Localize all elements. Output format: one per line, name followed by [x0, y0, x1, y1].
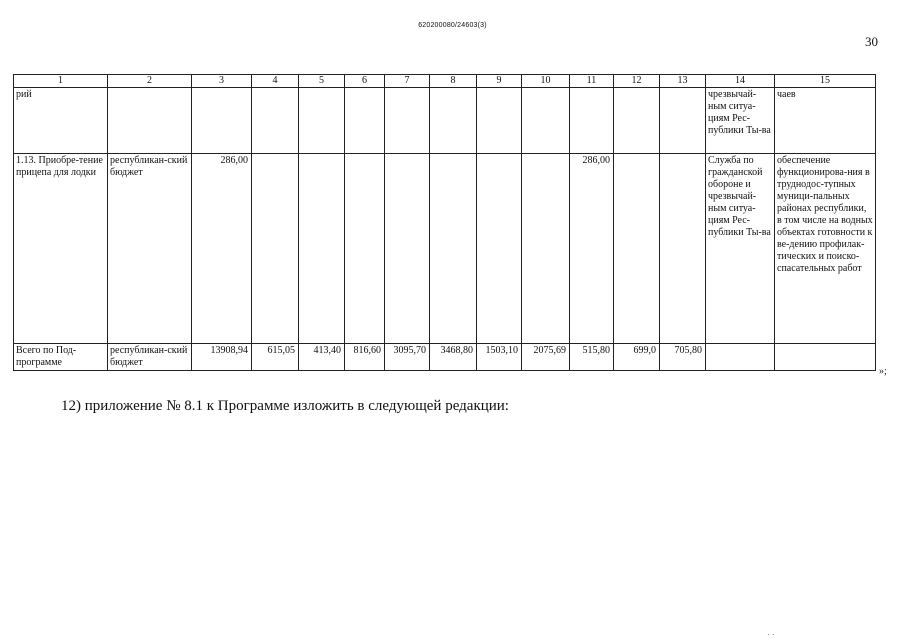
column-number-row: [14, 75, 876, 88]
column-number: 7: [385, 75, 430, 88]
table-cell: [477, 88, 522, 154]
column-number: 15: [775, 75, 876, 88]
table-cell: [299, 88, 345, 154]
table-cell: чаев: [775, 88, 876, 154]
table-cell: [385, 88, 430, 154]
table-row: [14, 88, 876, 154]
column-number: 14: [706, 75, 775, 88]
closing-quote-mark: »;: [879, 366, 887, 377]
table-row: [14, 344, 876, 371]
table-cell: [252, 154, 299, 344]
table-cell: 13908,94: [192, 344, 252, 371]
table-cell: 515,80: [570, 344, 614, 371]
table-cell: [614, 154, 660, 344]
table-cell: [345, 154, 385, 344]
table-cell: Всего по Под-программе: [14, 344, 108, 371]
column-number: 4: [252, 75, 299, 88]
table-cell: 3095,70: [385, 344, 430, 371]
column-number: 3: [192, 75, 252, 88]
table-cell: [252, 88, 299, 154]
column-number: 2: [108, 75, 192, 88]
table-cell: обеспечение функционирова-ния в труднодос-тупных муници-пальных районах республики, в том числе на водных объектах готовности к ве-дению профилак-тических и поиско-спасательных работ: [775, 154, 876, 344]
table-cell: [430, 154, 477, 344]
table-cell: рий: [14, 88, 108, 154]
table-cell: [706, 344, 775, 371]
table-cell: 705,80: [660, 344, 706, 371]
table-cell: [477, 154, 522, 344]
column-number: 12: [614, 75, 660, 88]
table-cell: [385, 154, 430, 344]
table-cell: [614, 88, 660, 154]
table-cell: [345, 88, 385, 154]
table-cell: 816,60: [345, 344, 385, 371]
table-cell: 699,0: [614, 344, 660, 371]
table-cell: чрезвычай-ным ситуа-циям Рес-публики Ты-ва: [706, 88, 775, 154]
program-table: [13, 74, 876, 371]
column-number: 8: [430, 75, 477, 88]
page-number: 30: [865, 34, 878, 49]
corner-marks: · ·: [767, 630, 775, 639]
table-cell: [192, 88, 252, 154]
table-cell: [108, 88, 192, 154]
column-number: 9: [477, 75, 522, 88]
table-cell: республикан-ский бюджет: [108, 154, 192, 344]
table-cell: Служба по гражданской обороне и чрезвычай-ным ситуа-циям Рес-публики Ты-ва: [706, 154, 775, 344]
table-cell: [522, 154, 570, 344]
table-cell: [660, 88, 706, 154]
table-cell: [660, 154, 706, 344]
table-cell: [570, 88, 614, 154]
column-number: 10: [522, 75, 570, 88]
table-cell: 286,00: [570, 154, 614, 344]
column-number: 5: [299, 75, 345, 88]
table-cell: 1503,10: [477, 344, 522, 371]
column-number: 11: [570, 75, 614, 88]
table-cell: 413,40: [299, 344, 345, 371]
table-cell: [430, 88, 477, 154]
table-cell: 3468,80: [430, 344, 477, 371]
table-cell: 1.13. Приобре-тение прицепа для лодки: [14, 154, 108, 344]
column-number: 13: [660, 75, 706, 88]
table-cell: 286,00: [192, 154, 252, 344]
table-cell: [775, 344, 876, 371]
table-cell: 2075,69: [522, 344, 570, 371]
column-number: 6: [345, 75, 385, 88]
table-cell: республикан-ский бюджет: [108, 344, 192, 371]
table-row: [14, 154, 876, 344]
table-cell: 615,05: [252, 344, 299, 371]
document-id: 620200080/24603(3): [418, 22, 487, 29]
column-number: 1: [14, 75, 108, 88]
table-cell: [299, 154, 345, 344]
table-cell: [522, 88, 570, 154]
amendment-text: 12) приложение № 8.1 к Программе изложить в следующей редакции:: [61, 398, 509, 414]
